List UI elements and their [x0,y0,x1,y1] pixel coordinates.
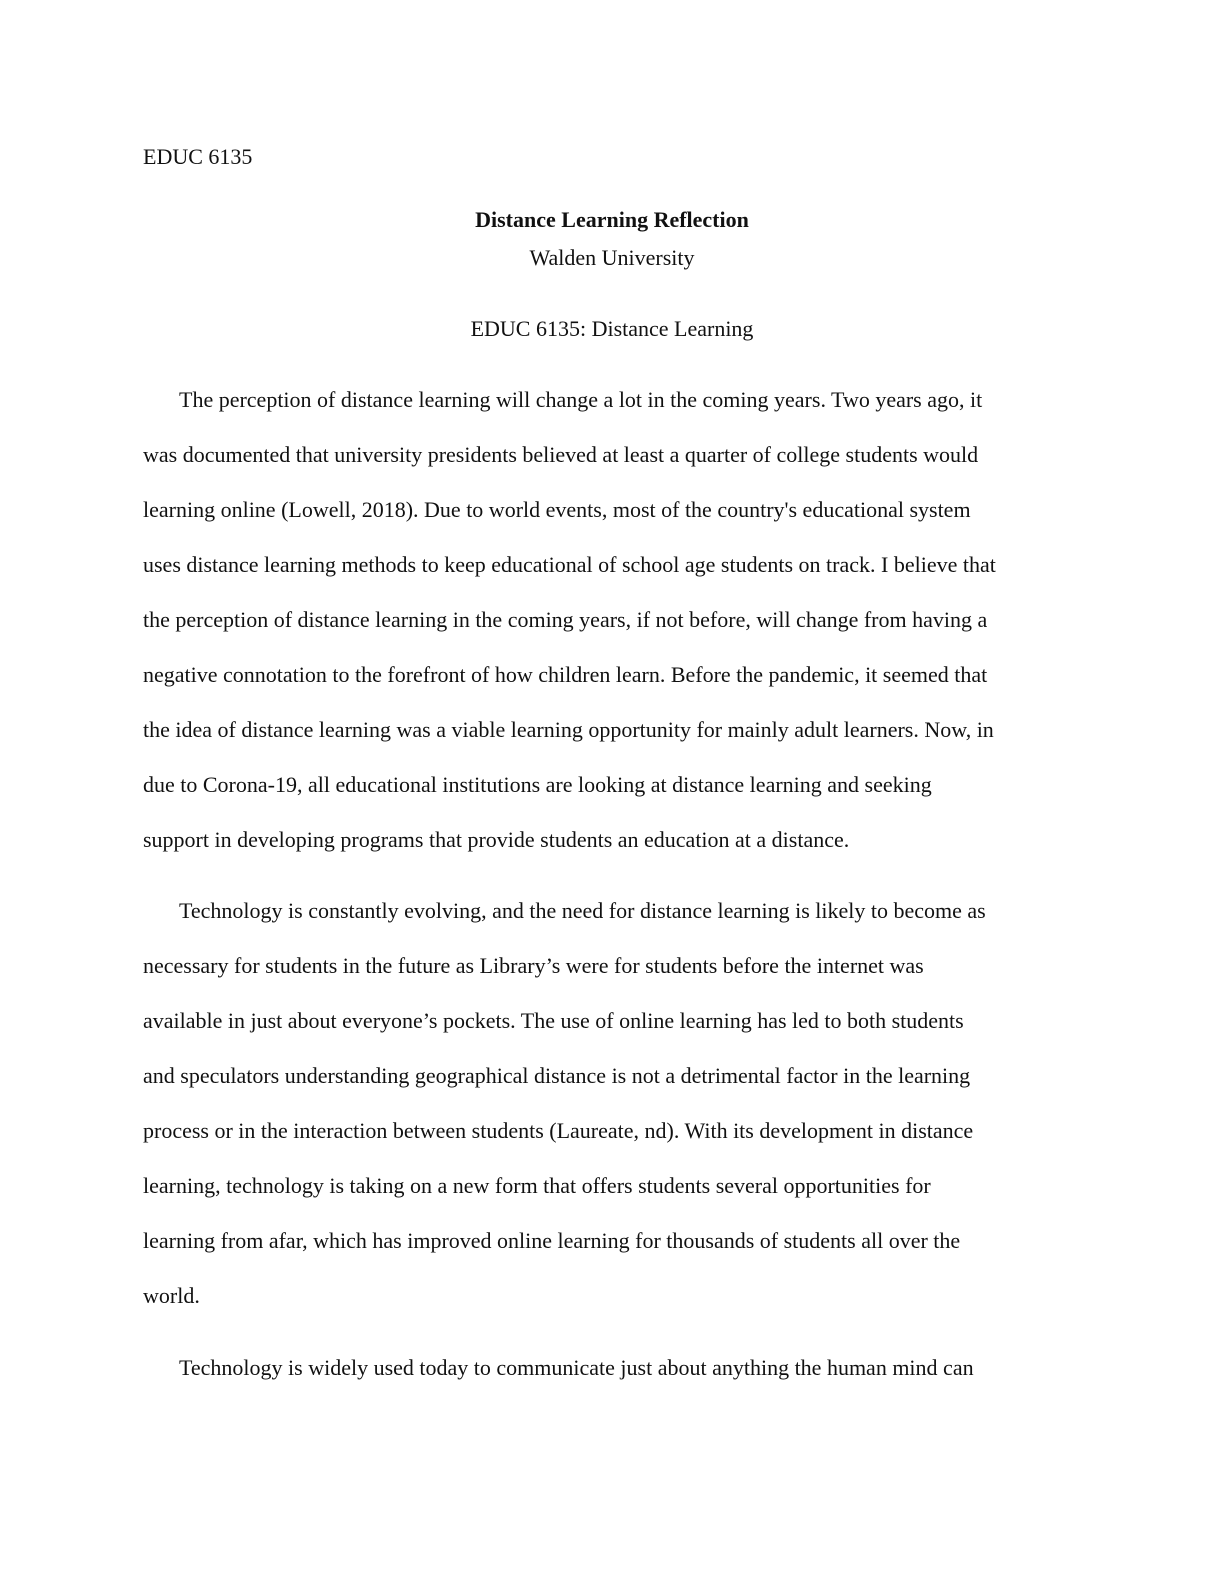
paragraph-line: the idea of distance learning was a viable learning opportunity for mainly adult learners. Now, in [143,717,994,742]
paragraph-line: was documented that university presidents believed at least a quarter of college students would [143,442,979,467]
paragraph-line: learning, technology is taking on a new form that offers students several opportunities for [143,1173,931,1198]
paragraph-line: and speculators understanding geographical distance is not a detrimental factor in the learning [143,1063,971,1088]
paragraph-line: the perception of distance learning in the coming years, if not before, will change from having a [143,607,988,632]
institution-name: Walden University [529,245,695,270]
paragraph-line: world. [143,1283,200,1308]
paragraph-line: negative connotation to the forefront of how children learn. Before the pandemic, it seemed that [143,662,988,687]
body-paragraph-2 [143,897,1073,1337]
body-paragraph-3 [143,1354,1073,1409]
paragraph-line: learning from afar, which has improved online learning for thousands of students all over the [143,1228,961,1253]
body-paragraph-1 [143,386,1073,881]
paragraph-line: learning online (Lowell, 2018). Due to world events, most of the country's educational system [143,497,971,522]
paragraph-line: necessary for students in the future as Library’s were for students before the internet was [143,953,924,978]
paragraph-line: The perception of distance learning will change a lot in the coming years. Two years ago, it [179,387,983,412]
paragraph-line: uses distance learning methods to keep educational of school age students on track. I believe that [143,552,996,577]
paragraph-line: available in just about everyone’s pockets. The use of online learning has led to both students [143,1008,964,1033]
paragraph-line: Technology is constantly evolving, and the need for distance learning is likely to become as [179,898,986,923]
paragraph-line: Technology is widely used today to communicate just about anything the human mind can [179,1355,974,1380]
paragraph-line: due to Corona-19, all educational institutions are looking at distance learning and seeking [143,772,932,797]
paragraph-line: process or in the interaction between students (Laureate, nd). With its development in distance [143,1118,974,1143]
course-code-header: EDUC 6135 [143,144,253,169]
course-name: EDUC 6135: Distance Learning [470,316,754,341]
paragraph-line: support in developing programs that provide students an education at a distance. [143,827,850,852]
document-title: Distance Learning Reflection [475,207,749,232]
